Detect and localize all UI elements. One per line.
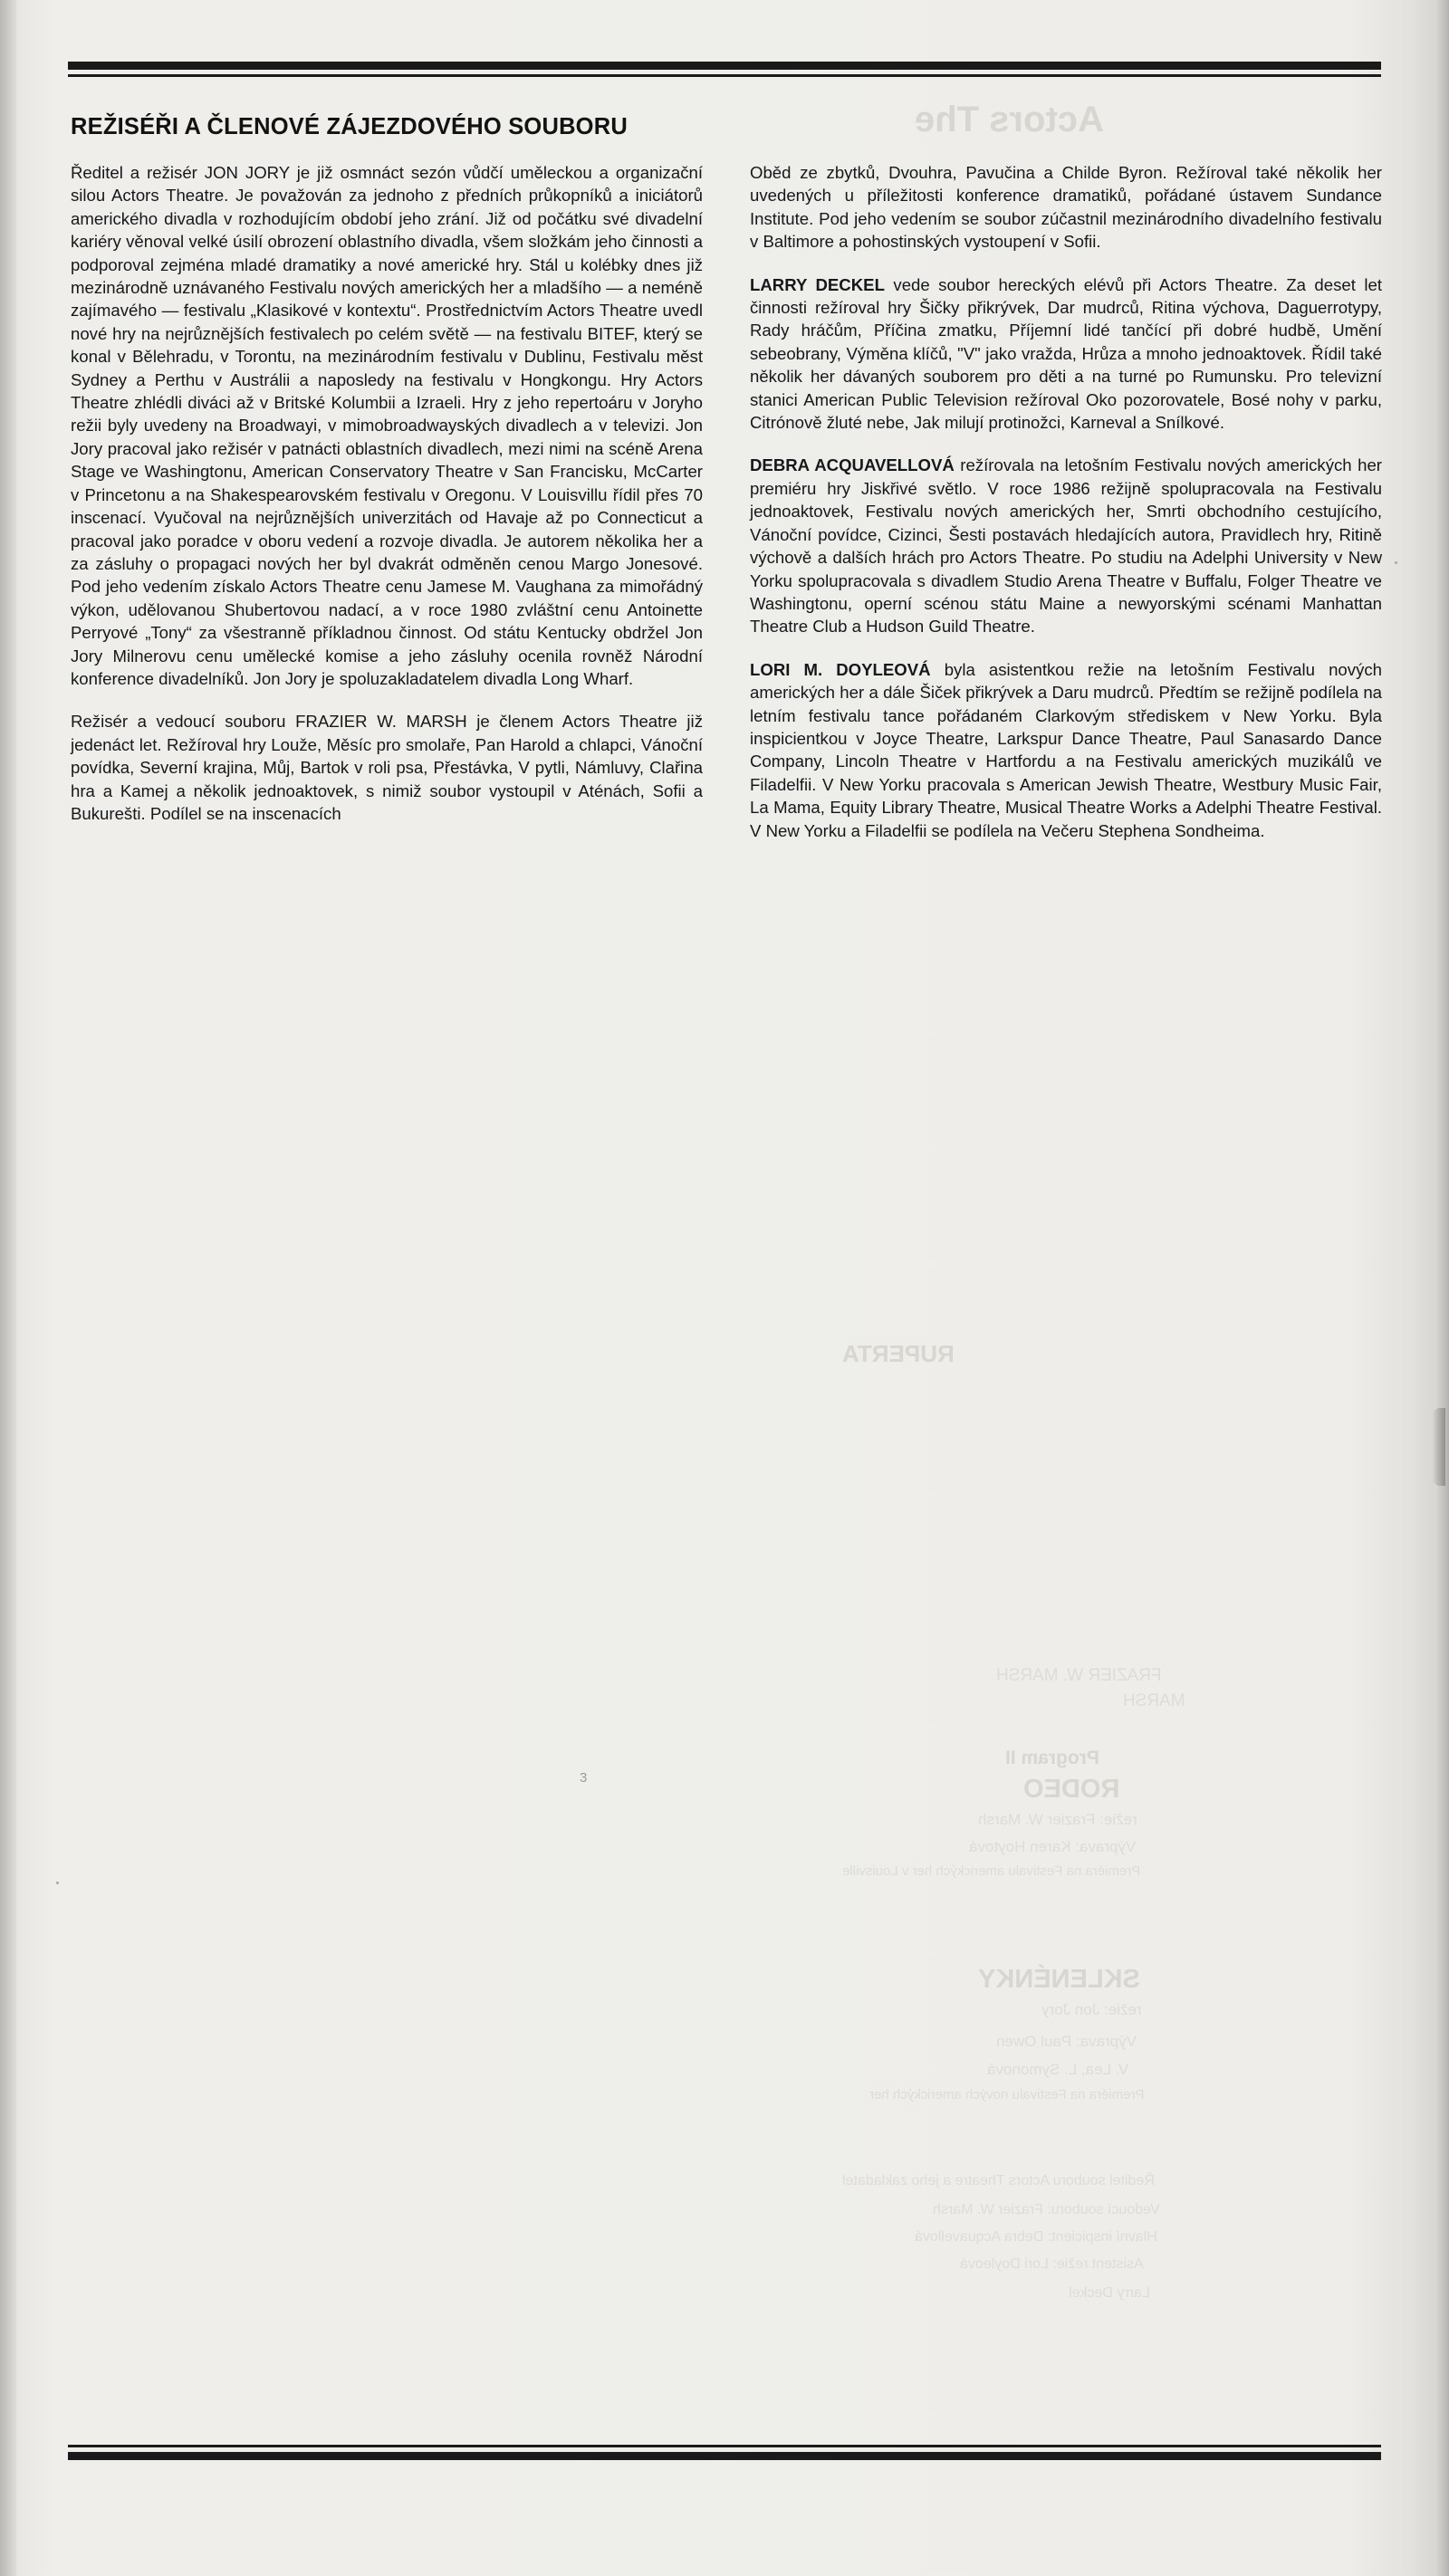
show-through-text: Premiéra na Festivalu amerických her v Louisville bbox=[842, 1863, 1141, 1879]
show-through-text: SKLENÉNKY bbox=[978, 1965, 1140, 1994]
show-through-text: Ředitel souboru Actors Theatre a jeho zakladatel bbox=[842, 2173, 1155, 2188]
person-name: LORI M. DOYLEOVÁ bbox=[750, 659, 931, 679]
person-name: DEBRA ACQUAVELLOVÁ bbox=[750, 455, 955, 475]
show-through-text: MARSH bbox=[1123, 1691, 1185, 1710]
paragraph bbox=[71, 710, 703, 825]
top-rule-thin bbox=[68, 74, 1381, 77]
show-through-text: Hlavní inspicient: Debra Acquavellová bbox=[915, 2229, 1157, 2245]
page-edge-left bbox=[0, 0, 16, 2576]
text-columns bbox=[71, 161, 1382, 842]
show-through-text: Larry Deckel bbox=[1069, 2285, 1150, 2301]
show-through-text: RUPERTA bbox=[842, 1340, 955, 1367]
person-name: LARRY DECKEL bbox=[750, 274, 885, 294]
page-title: REŽISÉŘI A ČLENOVÉ ZÁJEZDOVÉHO SOUBORU bbox=[71, 114, 628, 139]
show-through-text: Actors The bbox=[915, 100, 1104, 139]
paragraph bbox=[71, 161, 703, 690]
show-through-text: FRAZIER W. MARSH bbox=[996, 1666, 1162, 1685]
show-through-text: Vedoucí souboru: Frazier W. Marsh bbox=[933, 2202, 1160, 2217]
top-rule bbox=[68, 62, 1381, 77]
show-through-text: Výprava: Paul Owen bbox=[996, 2033, 1137, 2050]
right-column bbox=[750, 161, 1382, 842]
bottom-rule-thick bbox=[68, 2452, 1381, 2460]
paragraph bbox=[750, 161, 1382, 254]
show-through-text: Program II bbox=[1005, 1748, 1099, 1768]
paragraph bbox=[750, 454, 1382, 637]
show-through-text: Premiéra na Festivalu nových amerických her bbox=[869, 2087, 1145, 2102]
paragraph-text: Režisér a vedoucí souboru FRAZIER W. MARSH je členem Actors Theatre již jedenáct let. Režíroval hry Louže, Měsíc pro smolaře, Pan Harold a chlapci, Vánoční povídka, Severní krajina, Můj, Bartok v roli psa, Přestávka, V pytli, Námluvy, Clařina hra a Kamej a několik jednoaktovek, s nimiž soubor vystoupil v Aténách, Sofii a Bukurešti. Podílel se na inscenacích bbox=[71, 712, 703, 823]
bottom-rule-thin bbox=[68, 2445, 1381, 2447]
folio-number: 3 bbox=[580, 1770, 588, 1786]
show-through-text: režie: Frazier W. Marsh bbox=[978, 1811, 1137, 1828]
paragraph-text: vede soubor hereckých elévů při Actors Theatre. Za deset let činnosti režíroval hry Šičky přikrývek, Dar mudrců, Ritina výchova, Daguerrotypy, Rady hráčům, Příčina zmatku, Příjemní lidé tančící při dobré hudbě, Umění sebeobrany, Výměna klíčů, "V" jako vražda, Hrůza a mnoho jednoaktovek. Řídil také několik her dávaných souborem pro děti a na turné po Rumunsku. Pro televizní stanici American Public Television režíroval Oko pozorovatele, Bosé nohy v parku, Citrónově žluté nebe, Jak milují protinožci, Karneval a Snílkové. bbox=[750, 274, 1382, 433]
left-column bbox=[71, 161, 703, 842]
show-through-text: V. Lea, L. Symonová bbox=[987, 2061, 1129, 2078]
paragraph bbox=[750, 658, 1382, 842]
show-through-text: RODEO bbox=[1023, 1775, 1120, 1804]
top-rule-thick bbox=[68, 62, 1381, 70]
paragraph-text: režírovala na letošním Festivalu nových amerických her premiéru hry Jiskřivé světlo. V roce 1986 režijně spolupracovala na Festivalu jednoaktovek, Festivalu nových amerických her, Smrti obchodního cestujícího, Vánoční povídce, Cizinci, Šesti postavách hledajících autora, Pravidlech hry, Ritině výchově a dalších hrách pro Actors Theatre. Po studiu na Adelphi University v New Yorku spolupracovala s divadlem Studio Arena Theatre v Buffalu, Folger Theatre ve Washingtonu, operní scénou státu Maine a newyorskými scénami Manhattan Theatre Club a Hudson Guild Theatre. bbox=[750, 455, 1382, 637]
paper-speck bbox=[1395, 561, 1397, 564]
paragraph-text: Ředitel a režisér JON JORY je již osmnáct sezón vůdčí uměleckou a organizační silou Actors Theatre. Je považován za jednoho z předních průkopníků a iniciátorů amerického divadla v rozhodujícím období jeho zrání. Již od počátku své divadelní kariéry věnoval velké úsilí obrození oblastního divadla, všem složkám jeho činnosti a podporoval zejména mladé dramatiky a nové americké hry. Stál u kolébky dnes již mezinárodně uznávaného Festivalu nových amerických her a mladšího — a neméně zajímavého — festivalu „Klasikové v kontextu“. Prostřednictvím Actors Theatre uvedl nové hry na nejrůznějších festivalech po celém světě — na festivalu BITEF, který se konal v Bělehradu, v Torontu, na mezinárodním festivalu v Dublinu, Festivalu měst Sydney a Perthu v Austrálii a naposledy na festivalu v Hongkongu. Hry Actors Theatre zhlédli diváci až v Britské Kolumbii a Izraeli. Hry z jeho repertoáru v Joryho režii byly uvedeny na Broadwayi, v mimobroadwayských divadlech a v televizi. Jon Jory pracoval jako režisér v patnácti oblastních divadlech, mezi nimi na scéně Arena Stage ve Washingtonu, American Conservatory Theatre v San Francisku, McCarter v Princetonu a na Shakespearovském festivalu v Oregonu. V Louisvillu řídil přes 70 inscenací. Vyučoval na nejrůznějších univerzitách od Havaje až po Connecticut a pracoval jako poradce v oboru vedení a rozvoje divadla. Je autorem několika her a za zásluhy o propagaci nových her byl dvakrát odměněn cenou Margo Jonesové. Pod jeho vedením získalo Actors Theatre cenu Jamese M. Vaughana za mimořádný výkon, udělovanou Shubertovou nadací, a v roce 1980 zvláštní cenu Antoinette Perryové „Tony“ za všestranně příkladnou činnost. Od státu Kentucky obdržel Jon Jory Milnerovu cenu umělecké komise a jeho zásluhy ocenila rovněž Národní konference divadelníků. Jon Jory je spoluzakladatelem divadla Long Wharf. bbox=[71, 163, 703, 688]
show-through-text: režie: Jon Jory bbox=[1041, 2001, 1142, 2018]
paragraph-text: Oběd ze zbytků, Dvouhra, Pavučina a Childe Byron. Režíroval také několik her uvedených u příležitosti konference dramatiků, pořádané ústavem Sundance Institute. Pod jeho vedením se soubor zúčastnil mezinárodního divadelního festivalu v Baltimore a pohostinských vystoupení v Sofii. bbox=[750, 163, 1382, 252]
show-through-text: Výprava: Karen Hoytová bbox=[969, 1838, 1137, 1855]
show-through-text: Asistent režie: Lori Doyleová bbox=[960, 2256, 1144, 2272]
bottom-rule bbox=[68, 2445, 1381, 2460]
page-edge-notch bbox=[1433, 1408, 1445, 1486]
paragraph-text: byla asistentkou režie na letošním Festivalu nových amerických her a dále Šiček přikrývek a Daru mudrců. Předtím se režijně podílela na letním festivalu tance pořádaném Clarkovým střediskem v New Yorku. Byla inspicientkou v Joyce Theatre, Larkspur Dance Theatre, Paul Sanasardo Dance Company, Lincoln Theatre v Hartfordu a na Festivalu amerických muzikálů ve Filadelfii. V New Yorku pracovala s American Jewish Theatre, Westbury Music Fair, La Mama, Equity Library Theatre, Musical Theatre Works a Adelphi Theatre Festival. V New Yorku a Filadelfii se podílela na Večeru Stephena Sondheima. bbox=[750, 659, 1382, 840]
paper-speck bbox=[56, 1882, 59, 1884]
paragraph bbox=[750, 273, 1382, 435]
page-edge-right bbox=[1435, 0, 1449, 2576]
